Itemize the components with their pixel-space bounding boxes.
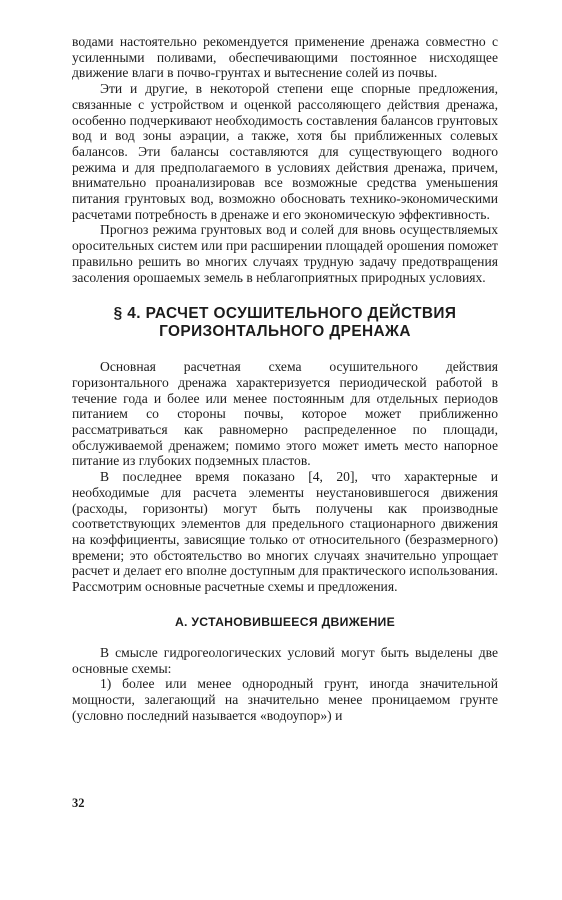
section-heading-line-1: § 4. РАСЧЕТ ОСУШИТЕЛЬНОГО ДЕЙСТВИЯ (113, 305, 457, 323)
section-heading-line-2: ГОРИЗОНТАЛЬНОГО ДРЕНАЖА (159, 323, 411, 341)
paragraph-recent-results: В последнее время показано [4, 20], что характерные и необходимые для расчета элементы неустановившегося движения (расходы, горизонты) могут быть получены как производные соответствующих элементов для предельного стационарного движения на коэффициенты, зависящие только от относительного (безразмерного) времени; это обстоятельство во многих случаях значительно упрощает расчет и делает его вполне доступным для практического использования. Рассмотрим основные расчетные схемы и предложения. (72, 469, 498, 595)
subsection-heading: А. УСТАНОВИВШЕЕСЯ ДВИЖЕНИЕ (174, 614, 396, 629)
page-number: 32 (72, 796, 85, 810)
paragraph-balances: Эти и другие, в некоторой степени еще спорные предложения, связанные с устройством и оценкой рассоляющего действия дренажа, особенно подчеркивают необходимость составления балансов грунтовых вод и вод зоны аэрации, а также, хотя бы приближенных солевых балансов. Эти балансы составляются для существующего водного режима и для предполагаемого в условиях действия дренажа, причем, внимательно проанализировав все возможные средства уменьшения питания грунтовых вод, возможно обосновать технико-экономическими расчетами потребность в дренаже и его экономическую эффективность. (72, 81, 498, 222)
paragraph-design-scheme: Основная расчетная схема осушительного действия горизонтального дренажа характеризуется периодической работой в течение года и более или менее постоянным для отдельных периодов питанием со стороны почвы, которое может приближенно рассматриваться как равномерно распределенное по площади, обслуживаемой дренажем; помимо этого может иметь место напорное питание из глубоких подземных пластов. (72, 359, 498, 469)
paragraph-forecast: Прогноз режима грунтовых вод и солей для вновь осуществляемых оросительных систем или при расширении площадей орошения поможет правильно решить во многих случаях трудную задачу предотвращения засоления орошаемых земель в неблагоприятных природных условиях. (72, 222, 498, 285)
paragraph-scheme-1: 1) более или менее однородный грунт, иногда значительной мощности, залегающий на значительно менее проницаемом грунте (условно последний называется «водоупор») и (72, 676, 498, 723)
section-heading (72, 305, 498, 341)
book-page (72, 34, 498, 723)
paragraph-hydrogeology: В смысле гидрогеологических условий могут быть выделены две основные схемы: (72, 644, 498, 676)
paragraph-continuation: водами настоятельно рекомендуется применение дренажа совместно с усиленными поливами, обеспечивающими постоянное нисходящее движение влаги в почво-грунтах и вытеснение солей из почвы. (72, 34, 498, 81)
